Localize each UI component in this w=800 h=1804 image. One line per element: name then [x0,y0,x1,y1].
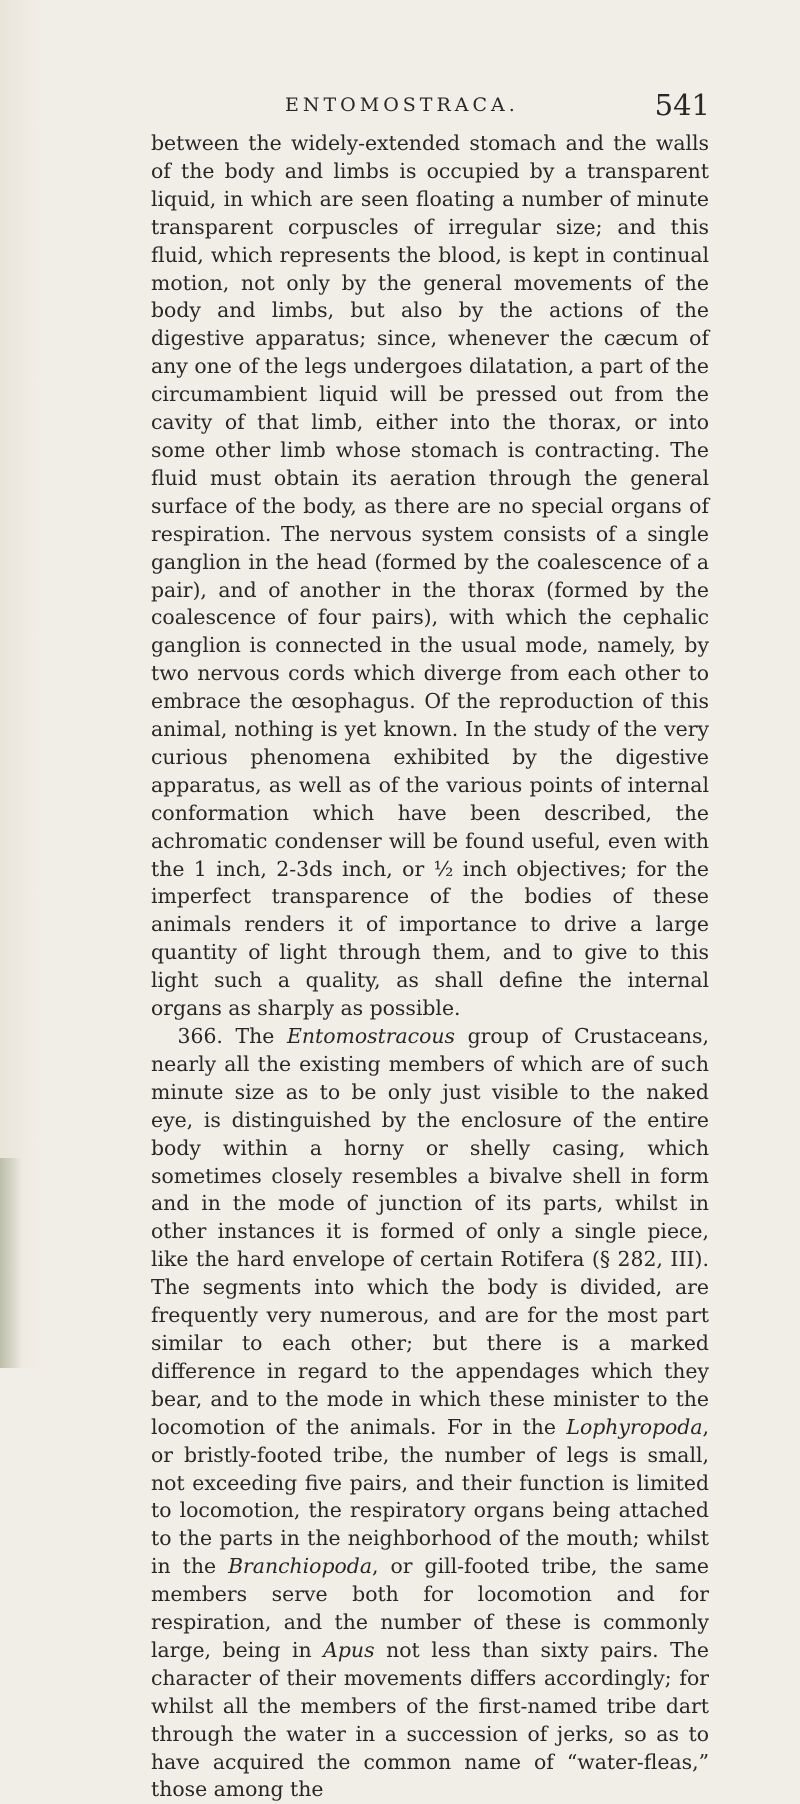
text-segment: , or gill-footed tribe, the same members serve both for locomotion and for respiration, and the number of these is commonly large, being in [151,1554,709,1662]
italic-term-entomostracous: Entomostracous [287,1024,455,1048]
running-title: ENTOMOSTRACA. [285,94,519,116]
page-edge-shadow [0,1158,22,1368]
paragraph-366 [151,1023,709,1804]
page-number: 541 [654,88,710,122]
text-segment: , or bristly-footed tribe, the number of legs is small, not exceeding five pairs, and their function is limited to locomotion, the respiratory organs being attached to the parts in the neighborhood of the mouth; whilst in the [151,1414,709,1579]
text-segment: not less than sixty pairs. The character of their movements differs accordingly; for whilst all the members of the first-named tribe dart through the water in a succession of jerks, so as to have acquired the common name of “water-fleas,” those among the [151,1637,709,1802]
body-text [151,130,709,1804]
italic-term-apus: Apus [323,1637,375,1662]
running-head [150,88,710,128]
italic-term-lophyropoda: Lophyropoda [566,1414,703,1439]
text-segment: 366. The [177,1024,287,1048]
paragraph-continued: between the widely-extended stomach and the walls of the body and limbs is occupied by a transparent liquid, in which are seen floating a number of minute transparent corpuscles of irregular size; and this fluid, which represents the blood, is kept in continual motion, not only by the general movements of the body and limbs, but also by the actions of the digestive apparatus; since, whenever the cæcum of any one of the legs undergoes dilatation, a part of the circumambient liquid will be pressed out from the cavity of that limb, either into the thorax, or into some other limb whose stomach is contracting. The fluid must obtain its aeration through the general surface of the body, as there are no special organs of respiration. The nervous system consists of a single ganglion in the head (formed by the coalescence of a pair), and of another in the thorax (formed by the coalescence of four pairs), with which the cephalic ganglion is connected in the usual mode, namely, by two nervous cords which diverge from each other to embrace the œsophagus. Of the reproduction of this animal, nothing is yet known. In the study of the very curious phenomena exhibited by the digestive apparatus, as well as of the various points of internal conformation which have been described, the achromatic condenser will be found useful, even with the 1 inch, 2-3ds inch, or ½ inch objectives; for the imperfect transparence of the bodies of these animals renders it of importance to drive a large quantity of light through them, and to give to this light such a quality, as shall define the internal organs as sharply as possible. [151,131,709,1021]
text-segment: group of Crustaceans, nearly all the existing members of which are of such minute size as to be only just visible to the naked eye, is distinguished by the enclosure of the entire body within a horny or shelly casing, which sometimes closely resembles a bivalve shell in form and in the mode of junction of its parts, whilst in other instances it is formed of only a single piece, like the hard envelope of certain Rotifera (§ 282, III). The segments into which the body is divided, are frequently very numerous, and are for the most part similar to each other; but there is a marked difference in regard to the appendages which they bear, and to the mode in which these minister to the locomotion of the animals. For in the [151,1024,709,1439]
italic-term-branchiopoda: Branchiopoda [228,1554,372,1579]
